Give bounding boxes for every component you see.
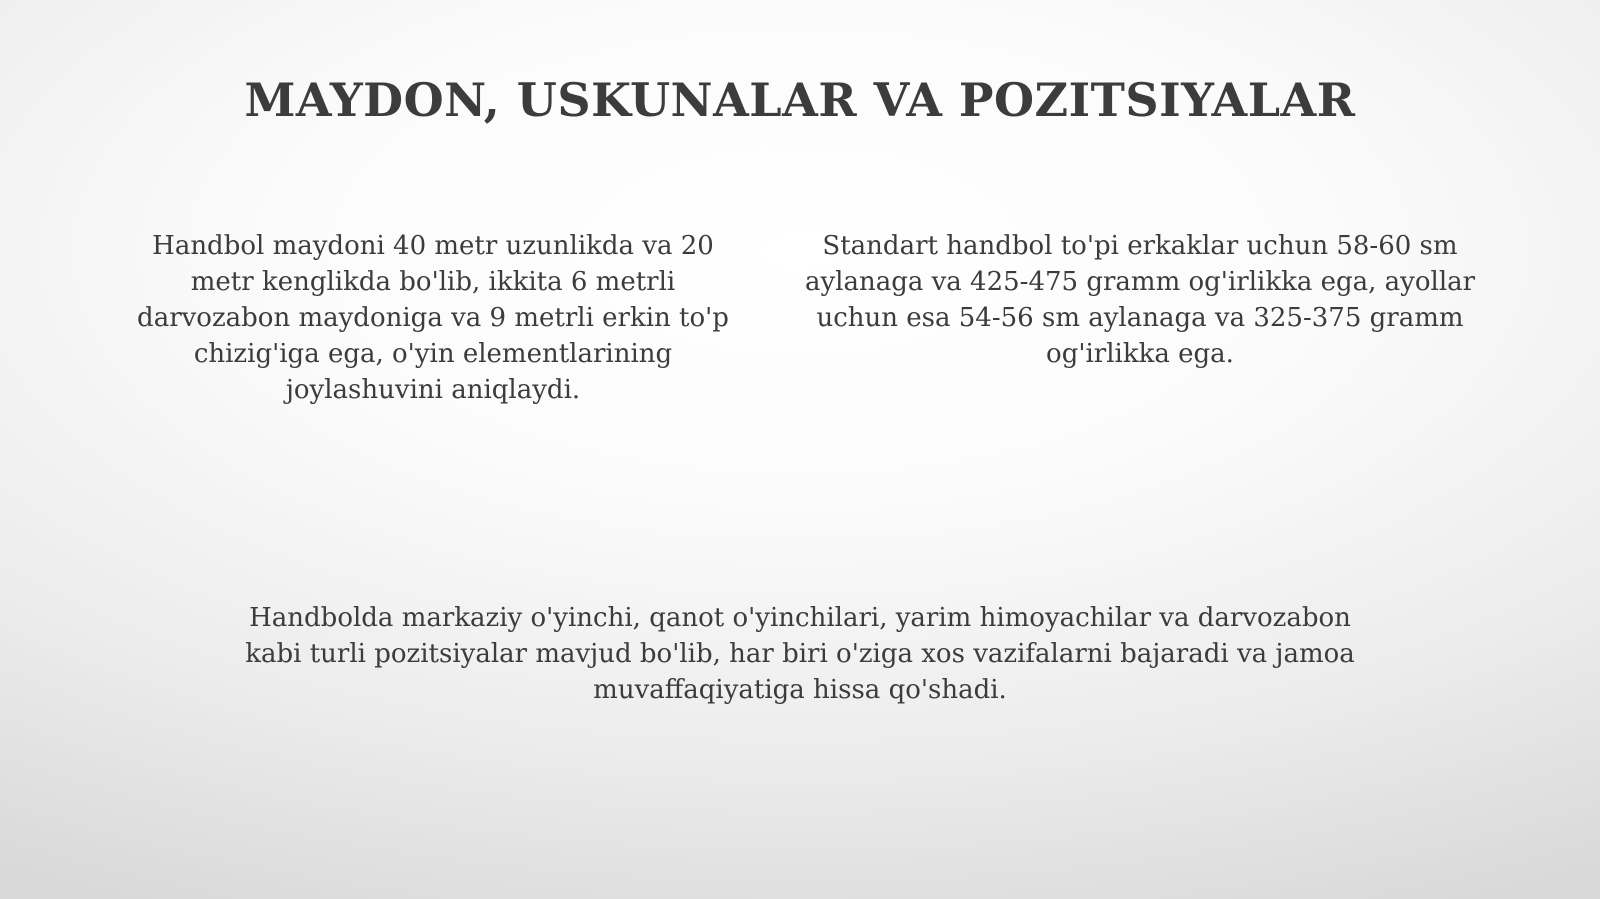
slide-title: MAYDON, USKUNALAR VA POZITSIYALAR: [244, 73, 1356, 127]
positions-description-text: Handbolda markaziy o'yinchi, qanot o'yinchilari, yarim himoyachilar va darvozabon kabi turli pozitsiyalar mavjud bo'lib, har biri o'ziga xos vazifalarni bajaradi va jamoa muvaffaqiyatiga hissa qo'shadi.: [245, 603, 1355, 705]
field-description-text: Handbol maydoni 40 metr uzunlikda va 20 metr kenglikda bo'lib, ikkita 6 metrli darvozabon maydoniga va 9 metrli erkin to'p chizig'iga ega, o'yin elementlarining joylashuvini aniqlaydi.: [137, 231, 729, 405]
ball-description-text: Standart handbol to'pi erkaklar uchun 58-60 sm aylanaga va 425-475 gramm og'irlikka ega, ayollar uchun esa 54-56 sm aylanaga va 325-375 gramm og'irlikka ega.: [804, 231, 1476, 369]
